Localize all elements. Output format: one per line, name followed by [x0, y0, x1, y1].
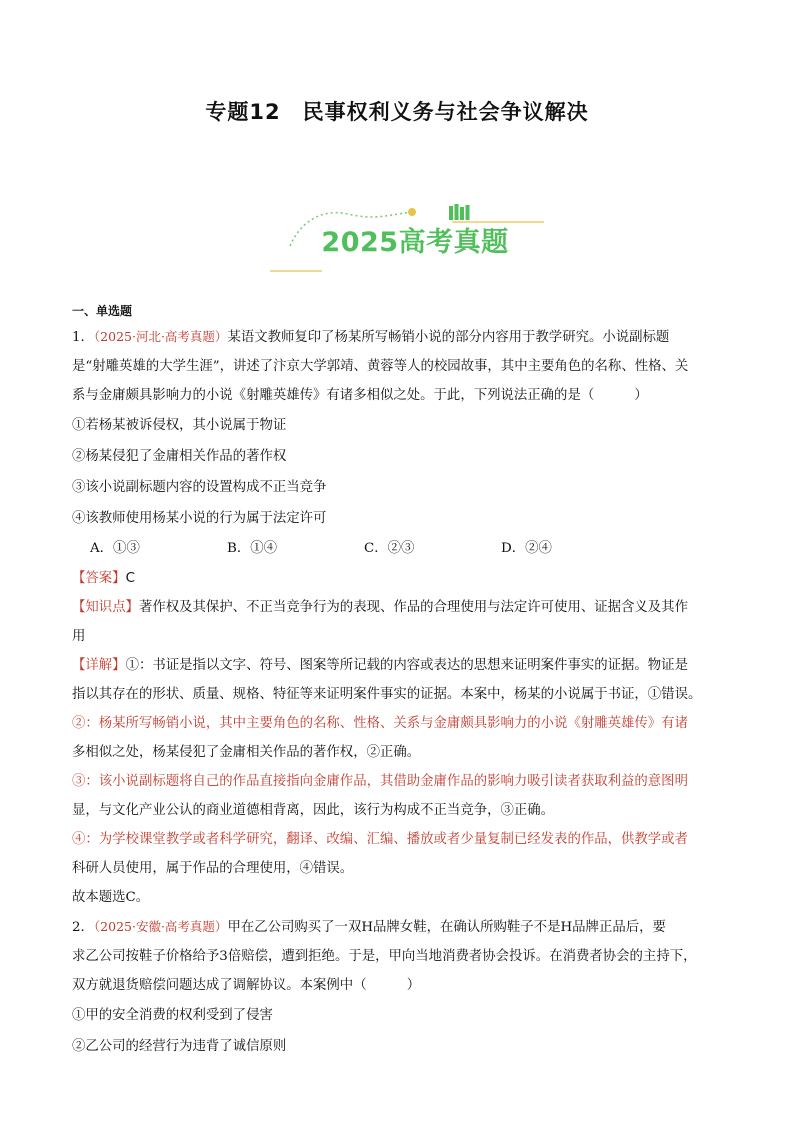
- question-stem: [72, 322, 728, 352]
- question-source: （2025·安徽·高考真题）: [93, 919, 228, 934]
- answer-choices: [72, 534, 728, 564]
- question-number: 1．: [72, 330, 94, 345]
- page-title: 专题12 民事权利义务与社会争议解决: [205, 100, 589, 124]
- answer-label: 【答案】: [72, 571, 126, 586]
- question-2: [72, 912, 728, 1062]
- question-1: [72, 322, 728, 912]
- detail-line: 显，与文化产业公认的商业道德相背离，因此，该行为构成不正当竞争，③正确。: [72, 803, 555, 818]
- choice-a: A．①③: [90, 541, 140, 556]
- choice-b: B．①④: [227, 541, 278, 556]
- detail-line: ④：为学校课堂教学或者科学研究，翻译、改编、汇编、播放或者少量复制已经发表的作品，供教学或者: [72, 832, 688, 847]
- banner-title: 2025高考真题: [321, 227, 509, 258]
- stem-line: 系与金庸颇具影响力的小说《射雕英雄传》有诸多相似之处。于此，下列说法正确的是（ ）: [72, 388, 648, 403]
- banner-dot: [408, 208, 416, 216]
- answer-value: C: [125, 571, 135, 586]
- detail-line: 科研人员使用，属于作品的合理使用，④错误。: [72, 861, 354, 876]
- books-icon: [449, 204, 470, 220]
- section-heading: 一、单选题: [72, 304, 133, 318]
- stem-line: 双方就退货赔偿问题达成了调解协议。本案例中（ ）: [72, 978, 421, 993]
- statement-option: ①若杨某被诉侵权，其小说属于物证: [72, 418, 287, 433]
- knowledge-point-cont: 用: [72, 629, 86, 644]
- detail-text: ①：书证是指以文字、符号、图案等所记载的内容或表达的思想来证明案件事实的证据。物证是: [125, 658, 688, 673]
- question-stem: [72, 912, 728, 942]
- detail-label: 【详解】: [72, 658, 126, 673]
- stem-text: 某语文教师复印了杨某所写畅销小说的部分内容用于教学研究。小说副标题: [227, 330, 670, 345]
- knowledge-point: [72, 593, 728, 622]
- statement-option: ③该小说副标题内容的设置构成不正当竞争: [72, 480, 327, 495]
- answer-line: [72, 564, 728, 593]
- knowledge-point-text: 著作权及其保护、不正当竞争行为的表现、作品的合理使用与法定许可使用、证据含义及其作: [138, 600, 688, 615]
- detail-line: ③：该小说副标题将自己的作品直接指向金庸作品，其借助金庸作品的影响力吸引读者获取利益的意图明: [72, 774, 688, 789]
- knowledge-point-label: 【知识点】: [72, 600, 139, 615]
- choice-d: D．②④: [501, 541, 552, 556]
- question-number: 2．: [72, 920, 94, 935]
- document-body: [72, 302, 728, 1062]
- stem-line: 求乙公司按鞋子价格给予3倍赔偿，遭到拒绝。于是，甲向当地消费者协会投诉。在消费者协会的主持下，: [72, 949, 697, 964]
- detail-line: [72, 651, 728, 680]
- detail-line: 指以其存在的形状、质量、规格、特征等来证明案件事实的证据。本案中，杨某的小说属于书证，①错误。: [72, 687, 702, 702]
- detail-line: 多相似之处，杨某侵犯了金庸相关作品的著作权，②正确。: [72, 745, 421, 760]
- question-source: （2025·河北·高考真题）: [93, 329, 228, 344]
- statement-option: ②杨某侵犯了金庸相关作品的著作权: [72, 449, 287, 464]
- stem-text: 甲在乙公司购买了一双H品牌女鞋，在确认所购鞋子不是H品牌正品后，要: [227, 920, 666, 935]
- stem-line: 是“射雕英雄的大学生涯”，讲述了汴京大学郭靖、黄蓉等人的校园故事，其中主要角色的名称、性格、关: [72, 359, 689, 374]
- detail-line: ②：杨某所写畅销小说，其中主要角色的名称、性格、关系与金庸颇具影响力的小说《射雕英雄传》有诸: [72, 716, 688, 731]
- statement-option: ②乙公司的经营行为违背了诚信原则: [72, 1039, 287, 1054]
- statement-option: ④该教师使用杨某小说的行为属于法定许可: [72, 511, 327, 526]
- conclusion: 故本题选C。: [72, 890, 150, 905]
- choice-c: C．②③: [364, 541, 415, 556]
- statement-option: ①甲的安全消费的权利受到了侵害: [72, 1008, 273, 1023]
